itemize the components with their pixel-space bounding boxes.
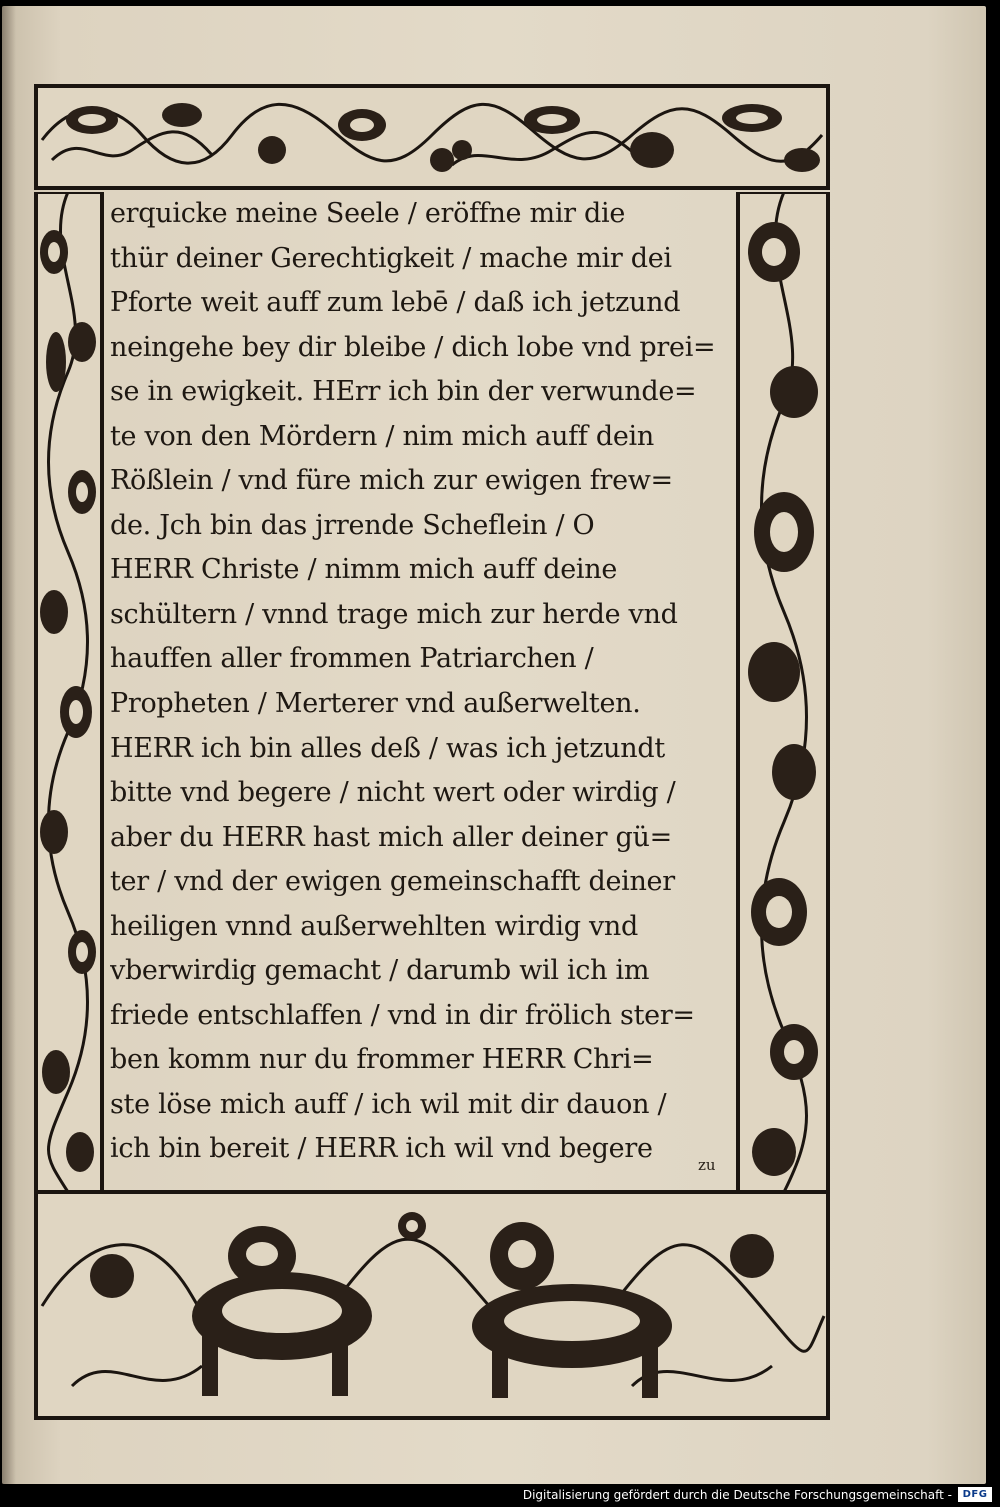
book-page bbox=[2, 6, 986, 1484]
text-line: Propheten / Merterer vnd außerwelten. bbox=[110, 688, 641, 719]
catchword: zu bbox=[698, 1156, 716, 1174]
ornamental-border-left bbox=[32, 192, 104, 1192]
text-line: ter / vnd der ewigen gemeinschafft deiner bbox=[110, 866, 675, 898]
text-line: Pforte weit auff zum lebē / daß ich jetzund bbox=[110, 287, 681, 319]
text-line: friede entschlaffen / vnd in dir frölich ster= bbox=[110, 999, 695, 1031]
text-line: HERR ich bin alles deß / was ich jetzundt bbox=[110, 732, 665, 764]
text-line: heiligen vnnd außerwehlten wirdig vnd bbox=[110, 910, 638, 942]
text-line: bitte vnd begere / nicht wert oder wirdig / bbox=[110, 777, 676, 809]
ornamental-border-right bbox=[734, 192, 832, 1192]
ornamental-border-top bbox=[32, 80, 832, 192]
text-line: ste löse mich auff / ich wil mit dir dauon / bbox=[110, 1088, 667, 1120]
text-line: se in ewigkeit. HErr ich bin der verwunde= bbox=[110, 376, 697, 408]
text-line: hauffen aller frommen Patriarchen / bbox=[110, 643, 594, 675]
text-line: erquicke meine Seele / eröffne mir die bbox=[110, 198, 626, 229]
text-line: Rößlein / vnd füre mich zur ewigen frew= bbox=[110, 465, 673, 497]
text-block bbox=[110, 192, 732, 1172]
text-line: vberwirdig gemacht / darumb wil ich im bbox=[110, 955, 650, 987]
footer-bar bbox=[0, 1484, 1000, 1507]
ornamental-border-bottom bbox=[32, 1186, 832, 1424]
text-line: te von den Mördern / nim mich auff dein bbox=[110, 420, 654, 452]
text-line: schültern / vnnd trage mich zur herde vnd bbox=[110, 598, 678, 630]
footer-credit: Digitalisierung gefördert durch die Deutsche Forschungsgemeinschaft - bbox=[522, 1488, 952, 1502]
text-line: neingehe bey dir bleibe / dich lobe vnd prei= bbox=[110, 331, 716, 363]
page-gutter-shadow bbox=[2, 6, 16, 1484]
text-line: de. Jch bin das jrrende Scheflein / O bbox=[110, 509, 595, 541]
text-line: HERR Christe / nimm mich auff deine bbox=[110, 554, 617, 586]
dfg-logo: DFG bbox=[958, 1487, 992, 1502]
text-line: ben komm nur du frommer HERR Chri= bbox=[110, 1044, 654, 1076]
text-line: aber du HERR hast mich aller deiner gü= bbox=[110, 821, 672, 853]
text-line: ich bin bereit / HERR ich wil vnd begere bbox=[110, 1133, 653, 1165]
text-line: thür deiner Gerechtigkeit / mache mir dei bbox=[110, 242, 672, 274]
